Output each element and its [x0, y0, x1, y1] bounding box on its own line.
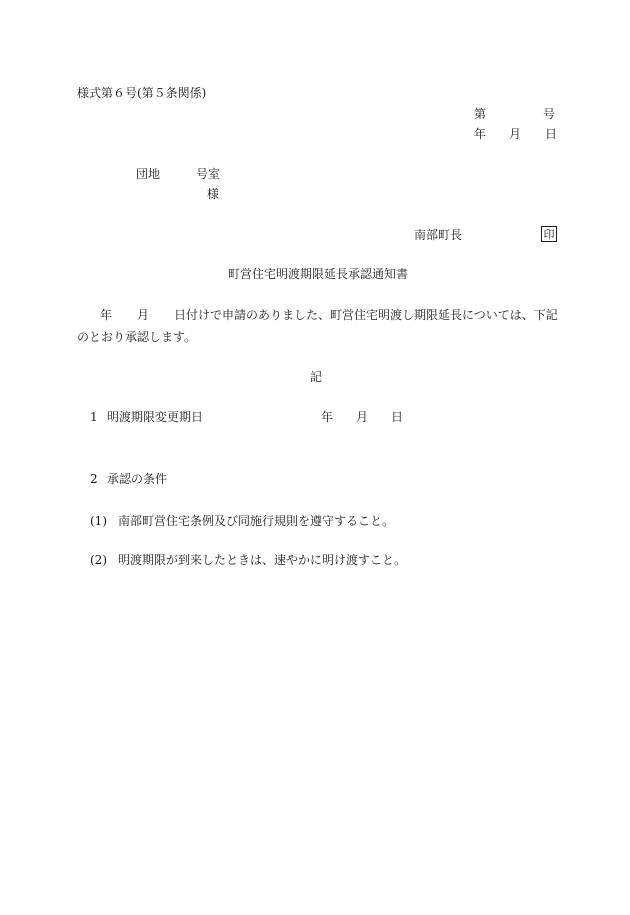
addressee-danchi: 団地 [136, 167, 161, 181]
document-title: 町営住宅明渡期限延長承認通知書 [228, 267, 409, 281]
item1-year: 年 [321, 410, 334, 424]
item1-day: 日 [391, 410, 404, 424]
form-label: 様式第６号(第５条関係) [77, 86, 207, 100]
item2-label: 承認の条件 [107, 472, 168, 486]
body-year: 年 [100, 308, 113, 322]
body-text-line1: 日付けで申請のありました、町営住宅明渡し期限延長については、下記 [174, 308, 558, 322]
addressee-sama: 様 [207, 187, 220, 201]
item1-number: 1 [90, 410, 98, 424]
item1-month: 月 [356, 410, 369, 424]
number-suffix: 号 [543, 107, 556, 121]
condition1-text: 南部町営住宅条例及び同施行規則を遵守すること。 [118, 514, 395, 528]
date-day: 日 [545, 127, 558, 141]
date-year: 年 [474, 127, 487, 141]
condition2-number: (2) [90, 553, 107, 567]
item2-number: 2 [90, 472, 98, 486]
item1-label: 明渡期限変更期日 [107, 410, 204, 424]
body-text-line2: のとおり承認します。 [77, 330, 197, 344]
number-prefix: 第 [474, 107, 487, 121]
body-month: 月 [137, 308, 150, 322]
condition2-text: 明渡期限が到来したときは、速やかに明け渡すこと。 [118, 553, 407, 567]
condition1-number: (1) [90, 514, 107, 528]
date-month: 月 [509, 127, 522, 141]
addressee-room: 号室 [196, 167, 221, 181]
ki-heading: 記 [310, 370, 323, 384]
seal-stamp: 印 [541, 226, 557, 242]
issuer-name: 南部町長 [414, 228, 463, 242]
